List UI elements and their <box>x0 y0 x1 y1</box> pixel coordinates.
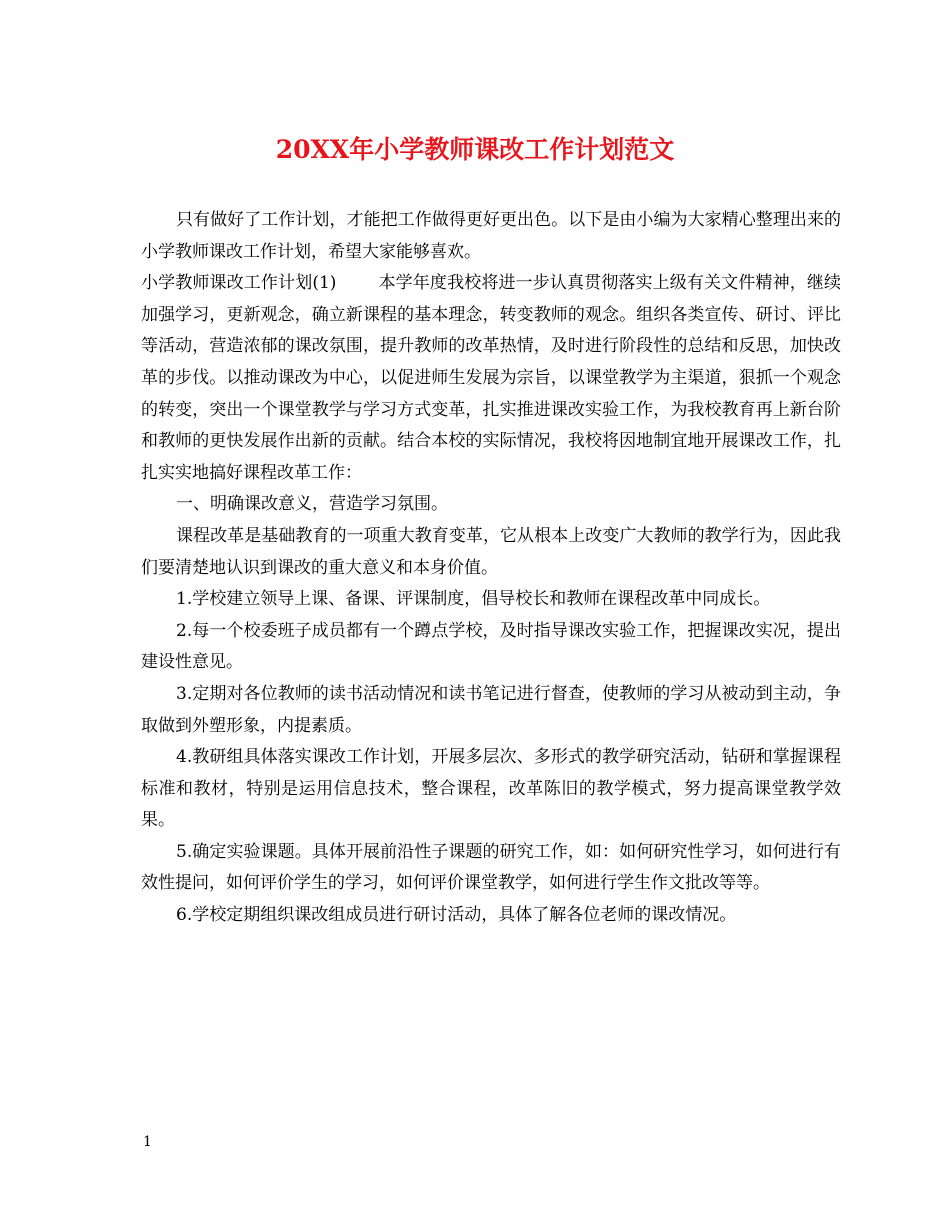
page-number: 1 <box>143 1134 152 1150</box>
plan-paragraph <box>141 268 841 489</box>
list-item-1: 1.学校建立领导上课、备课、评课制度，倡导校长和教师在课程改革中同成长。 <box>176 589 771 610</box>
plan-paragraph-text: 本学年度我校将进一步认真贯彻落实上级有关文件精神，继续加强学习，更新观念，确立新课程的基本理念，转变教师的观念。组织各类宣传、研讨、评比等活动，营造浓郁的课改氛围，提升教师的改革热情，及时进行阶段性的总结和反思，加快改革的步伐。以推动课改为中心，以促进师生发展为宗旨，以课堂教学为主渠道，狠抓一个观念的转变，突出一个课堂教学与学习方式变革，扎实推进课改实验工作，为我校教育再上新台阶和教师的更快发展作出新的贡献。结合本校的实际情况，我校将因地制宜地开展课改工作，扎扎实实地搞好课程改革工作： <box>141 273 841 483</box>
plan-heading: 小学教师课改工作计划(1) <box>141 273 337 294</box>
list-item-6: 6.学校定期组织课改组成员进行研讨活动，具体了解各位老师的课改情况。 <box>176 905 737 926</box>
list-item-3: 3.定期对各位教师的读书活动情况和读书笔记进行督查，使教师的学习从被动到主动，争取做到外塑形象，内提素质。 <box>141 683 841 736</box>
document-title: 20XX年小学教师课改工作计划范文 <box>275 135 675 164</box>
list-item-2: 2.每一个校委班子成员都有一个蹲点学校，及时指导课改实验工作，把握课改实况，提出建设性意见。 <box>141 620 841 673</box>
document-body <box>141 205 841 932</box>
list-item-4: 4.教研组具体落实课改工作计划，开展多层次、多形式的教学研究活动，钻研和掌握课程标准和教材，特别是运用信息技术，整合课程，改革陈旧的教学模式，努力提高课堂教学效果。 <box>141 747 841 831</box>
section-heading: 一、明确课改意义，营造学习氛围。 <box>176 494 448 515</box>
intro-paragraph: 只有做好了工作计划，才能把工作做得更好更出色。以下是由小编为大家精心整理出来的小学教师课改工作计划，希望大家能够喜欢。 <box>141 210 841 262</box>
list-item-5: 5.确定实验课题。具体开展前沿性子课题的研究工作，如：如何研究性学习，如何进行有效性提问，如何评价学生的学习，如何评价课堂教学，如何进行学生作文批改等等。 <box>141 841 841 894</box>
section-paragraph: 课程改革是基础教育的一项重大教育变革，它从根本上改变广大教师的教学行为，因此我们要清楚地认识到课改的重大意义和本身价值。 <box>141 525 841 578</box>
